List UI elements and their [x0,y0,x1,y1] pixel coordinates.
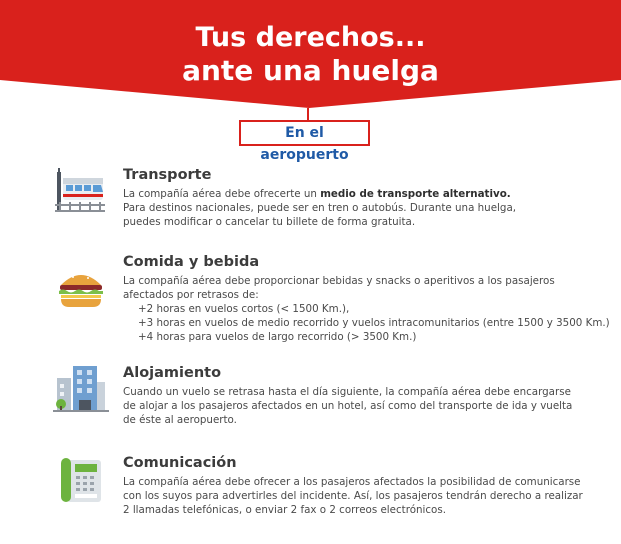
section-body [123,274,613,344]
section-alojamiento-content [123,364,613,427]
text-bold: medio de transporte alternativo. [320,188,511,200]
section-tag: En el aeropuerto [239,120,370,146]
section-body [123,475,613,517]
text-line: La compañía aérea debe ofrecerte un [123,188,321,200]
section-body [123,385,613,427]
header-title-line2: ante una huelga [182,54,439,87]
train-icon [53,166,109,222]
text-line: de éste al aeropuerto. [123,414,237,426]
section-body [123,187,613,229]
section-title: Comida y bebida [123,254,260,270]
text-line: de alojar a los pasajeros afectados en un hotel, así como del transporte de ida y vuelta [123,400,573,412]
text-line: Cuando un vuelo se retrasa hasta el día siguiente, la compañía aérea debe encargarse [123,386,571,398]
list-item: +4 horas para vuelos de largo recorrido (> 3500 Km.) [138,331,417,343]
header-banner [0,0,621,110]
header-title-line1: Tus derechos... [195,22,426,53]
text-line: Para destinos nacionales, puede ser en tren o autobús. Durante una huelga, [123,202,517,214]
text-line: La compañía aérea debe proporcionar bebidas y snacks o aperitivos a los pasajeros [123,275,555,287]
burger-icon [53,261,109,317]
section-title: Transporte [123,167,212,183]
section-transporte-content [123,166,613,229]
text-line: con los suyos para advertirles del incidente. Así, los pasajeros tendrán derecho a realizar [123,490,583,502]
text-line: afectados por retrasos de: [123,289,259,301]
text-line: 2 llamadas telefónicas, o enviar 2 fax o 2 correos electrónicos. [123,504,446,516]
section-comunicacion-content [123,454,613,517]
text-line: La compañía aérea debe ofrecer a los pasajeros afectados la posibilidad de comunicarse [123,476,581,488]
text-line: puedes modificar o cancelar tu billete de forma gratuita. [123,216,416,228]
list-item: +3 horas en vuelos de medio recorrido y vuelos intracomunitarios (entre 1500 y 3500 Km.) [138,317,610,329]
phone-icon [53,454,109,510]
list-item: +2 horas en vuelos cortos (< 1500 Km.), [138,303,350,315]
section-title: Alojamiento [123,365,222,381]
section-comida-content [123,253,613,344]
section-title: Comunicación [123,455,237,471]
hotel-icon [53,364,109,420]
